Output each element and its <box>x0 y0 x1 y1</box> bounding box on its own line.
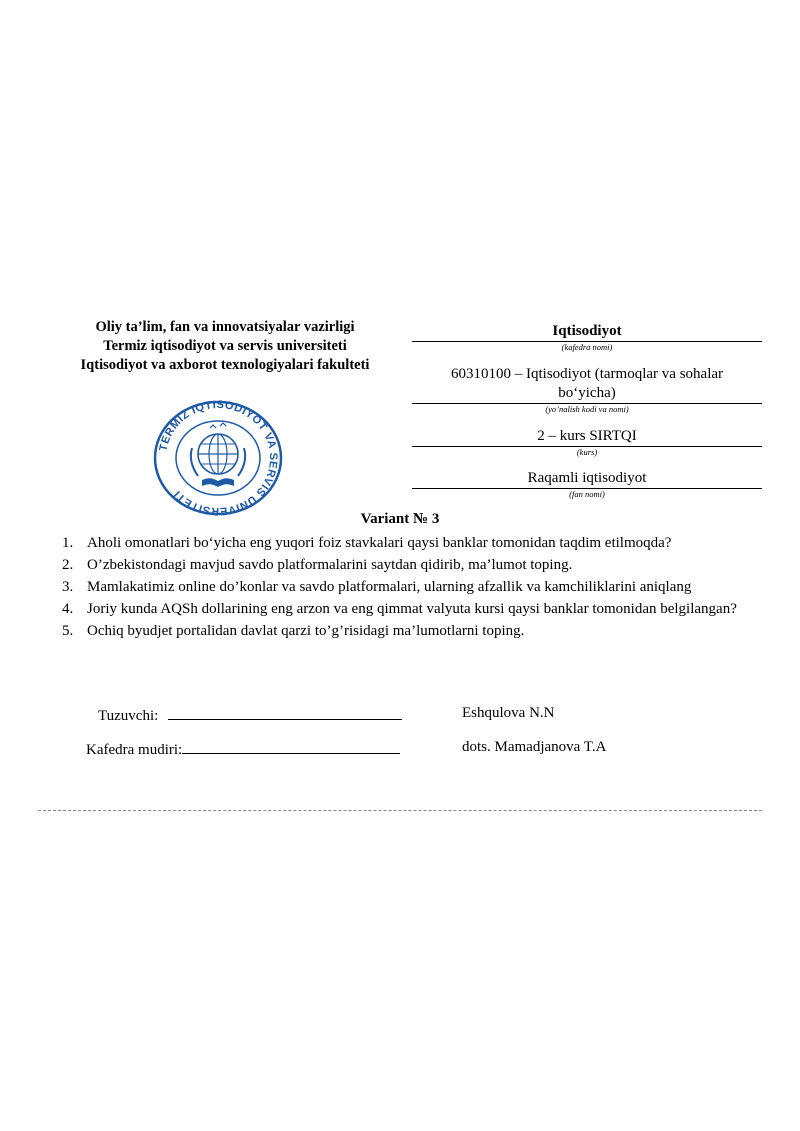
direction-value-line1: 60310100 – Iqtisodiyot (tarmoqlar va sohalar <box>450 366 724 382</box>
subject-field <box>412 469 762 499</box>
question-text: Ochiq byudjet portalidan davlat qarzi to’g’risidagi ma’lumotlarni toping. <box>87 623 525 639</box>
course-value: 2 – kurs SIRTQI <box>537 428 637 444</box>
question-text: Joriy kunda AQSh dollarining eng arzon va eng qimmat valyuta kursi qaysi banklar tomonidan belgilangan? <box>87 601 737 617</box>
ministry-name: Oliy ta’lim, fan va innovatsiyalar vazirligi <box>95 319 355 335</box>
seal-text: TERMIZ IQTISODIYOT VA SERVIS UNIVERSITETI <box>157 400 280 517</box>
course-field <box>412 427 762 457</box>
question-item <box>62 578 752 596</box>
head-name: dots. Mamadjanova T.A <box>462 739 607 755</box>
university-name: Termiz iqtisodiyot va servis universiteti <box>103 338 347 354</box>
question-number: 2. <box>62 557 74 573</box>
direction-field <box>412 365 762 414</box>
question-number: 5. <box>62 623 74 639</box>
question-number: 1. <box>62 535 74 551</box>
head-label: Kafedra mudiri: <box>86 742 183 758</box>
question-item <box>62 534 752 552</box>
question-list <box>62 534 752 644</box>
direction-caption: (yo’nalish kodi va nomi) <box>545 404 629 414</box>
course-caption: (kurs) <box>576 447 598 457</box>
signature-blank <box>168 704 402 720</box>
university-seal-logo <box>152 400 284 517</box>
compiler-signature-line <box>98 704 402 725</box>
question-number: 4. <box>62 601 74 617</box>
institution-header <box>40 318 410 375</box>
cut-line <box>38 810 762 811</box>
subject-caption: (fan nomi) <box>569 489 605 499</box>
question-item <box>62 622 752 640</box>
signature-blank <box>182 738 400 754</box>
department-caption: (kafedra nomi) <box>561 342 613 352</box>
question-text: Aholi omonatlari bo‘yicha eng yuqori foiz stavkalari qaysi banklar tomonidan taqdim etilmoqda? <box>87 535 672 551</box>
question-text: Mamlakatimiz online do’konlar va savdo platformalari, ularning afzallik va kamchiliklarini aniqlang <box>87 579 692 595</box>
compiler-name: Eshqulova N.N <box>462 705 555 721</box>
compiler-label: Tuzuvchi: <box>98 708 159 724</box>
head-signature-line <box>86 738 400 759</box>
faculty-name: Iqtisodiyot va axborot texnologiyalari fakulteti <box>80 357 370 373</box>
department-field <box>412 322 762 352</box>
question-text: O’zbekistondagi mavjud savdo platformalarini saytdan qidirib, ma’lumot toping. <box>87 557 573 573</box>
direction-value-line2: bo‘yicha) <box>558 385 616 401</box>
question-number: 3. <box>62 579 74 595</box>
question-item <box>62 556 752 574</box>
variant-title: Variant № 3 <box>360 511 440 527</box>
subject-value: Raqamli iqtisodiyot <box>527 470 647 486</box>
question-item <box>62 600 752 618</box>
department-value: Iqtisodiyot <box>552 323 622 339</box>
